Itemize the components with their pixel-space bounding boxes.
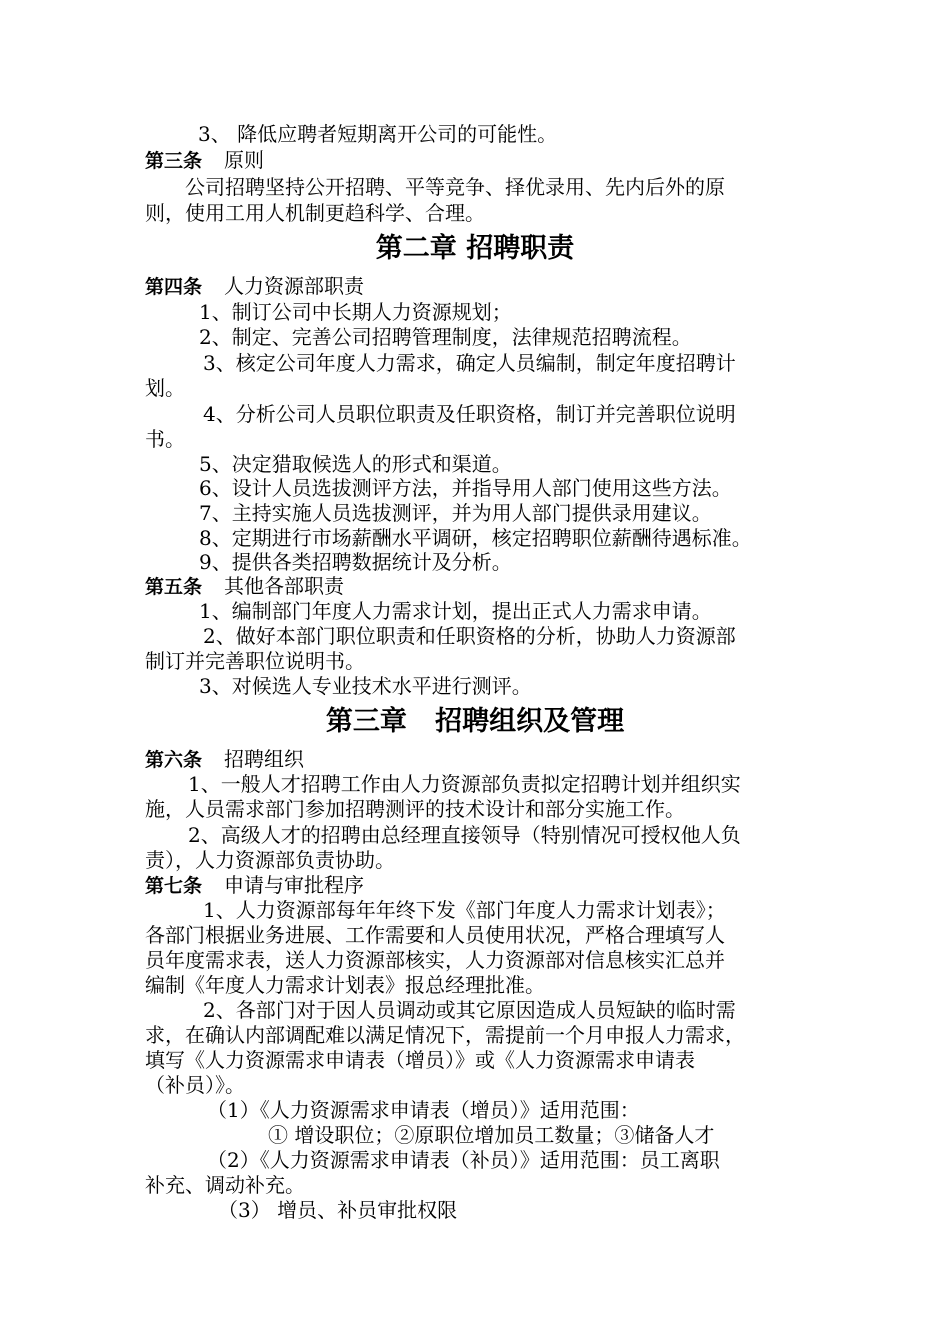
article-number: 第六条 [145, 749, 203, 771]
text-line: 填写《人力资源需求申请表（增员）》或《人力资源需求申请表 [145, 1048, 695, 1072]
article-number: 第七条 [145, 875, 203, 897]
text-line: 6、设计人员选拔测评方法，并指导用人部门使用这些方法。 [199, 476, 732, 500]
text-line: 划。 [145, 376, 185, 400]
article-heading [145, 574, 344, 598]
text-line: 3、 降低应聘者短期离开公司的可能性。 [198, 122, 558, 146]
text-line: 2、做好本部门职位职责和任职资格的分析，协助人力资源部 [203, 624, 736, 648]
article-heading [145, 148, 264, 172]
text-line: （补员）》。 [145, 1073, 245, 1097]
article-number: 第五条 [145, 576, 203, 598]
article-number: 第三条 [145, 150, 203, 172]
article-title: 原则 [224, 148, 265, 172]
text-line: 各部门根据业务进展、工作需要和人员使用状况，严格合理填写人 [145, 923, 725, 947]
text-line: 1、编制部门年度人力需求计划，提出正式人力需求申请。 [199, 599, 712, 623]
text-line: 2、各部门对于因人员调动或其它原因造成人员短缺的临时需 [203, 998, 736, 1022]
chapter-heading: 第三章 招聘组织及管理 [325, 706, 625, 737]
article-title: 招聘组织 [224, 747, 305, 771]
text-line: 编制《年度人力需求计划表》报总经理批准。 [145, 973, 545, 997]
text-line: 施，人员需求部门参加招聘测评的技术设计和部分实施工作。 [145, 797, 685, 821]
article-heading [145, 274, 364, 298]
article-heading [145, 747, 304, 771]
text-line: 求，在确认内部调配难以满足情况下，需提前一个月申报人力需求， [145, 1023, 745, 1047]
text-line: （2）《人力资源需求申请表（补员）》适用范围：员工离职 [207, 1148, 720, 1172]
text-line: 5、决定猎取候选人的形式和渠道。 [199, 452, 512, 476]
chapter-heading: 第二章 招聘职责 [375, 233, 575, 264]
article-number: 第四条 [145, 276, 203, 298]
text-line: （1）《人力资源需求申请表（增员）》适用范围： [207, 1098, 640, 1122]
article-title: 申请与审批程序 [224, 873, 365, 897]
article-title: 其他各部职责 [224, 574, 345, 598]
text-line: 2、制定、完善公司招聘管理制度，法律规范招聘流程。 [199, 325, 692, 349]
text-line: 公司招聘坚持公开招聘、平等竞争、择优录用、先内后外的原 [185, 175, 725, 199]
text-line: 4、分析公司人员职位职责及任职资格，制订并完善职位说明 [203, 402, 736, 426]
text-line: 书。 [145, 427, 185, 451]
text-line: 7、主持实施人员选拔测评，并为用人部门提供录用建议。 [199, 501, 712, 525]
text-line: （3） 增员、补员审批权限 [218, 1198, 458, 1222]
text-line: 责），人力资源部负责协助。 [145, 848, 395, 872]
text-line: 员年度需求表，送人力资源部核实，人力资源部对信息核实汇总并 [145, 948, 725, 972]
article-title: 人力资源部职责 [224, 274, 365, 298]
text-line: 8、定期进行市场薪酬水平调研，核定招聘职位薪酬待遇标准。 [199, 526, 752, 550]
text-line: 3、核定公司年度人力需求，确定人员编制，制定年度招聘计 [203, 351, 736, 375]
text-line: 制订并完善职位说明书。 [145, 649, 365, 673]
text-line: 则，使用工用人机制更趋科学、合理。 [145, 201, 485, 225]
article-heading [145, 873, 364, 897]
text-line: 1、制订公司中长期人力资源规划； [199, 300, 512, 324]
text-line: 3、对候选人专业技术水平进行测评。 [199, 674, 532, 698]
text-line: 2、高级人才的招聘由总经理直接领导（特别情况可授权他人负 [188, 823, 741, 847]
text-line: 9、提供各类招聘数据统计及分析。 [199, 550, 512, 574]
text-line: 1、一般人才招聘工作由人力资源部负责拟定招聘计划并组织实 [188, 772, 741, 796]
text-line: ① 增设职位；②原职位增加员工数量；③储备人才 [268, 1123, 715, 1147]
text-line: 1、人力资源部每年年终下发《部门年度人力需求计划表》； [203, 898, 726, 922]
text-line: 补充、调动补充。 [145, 1173, 305, 1197]
